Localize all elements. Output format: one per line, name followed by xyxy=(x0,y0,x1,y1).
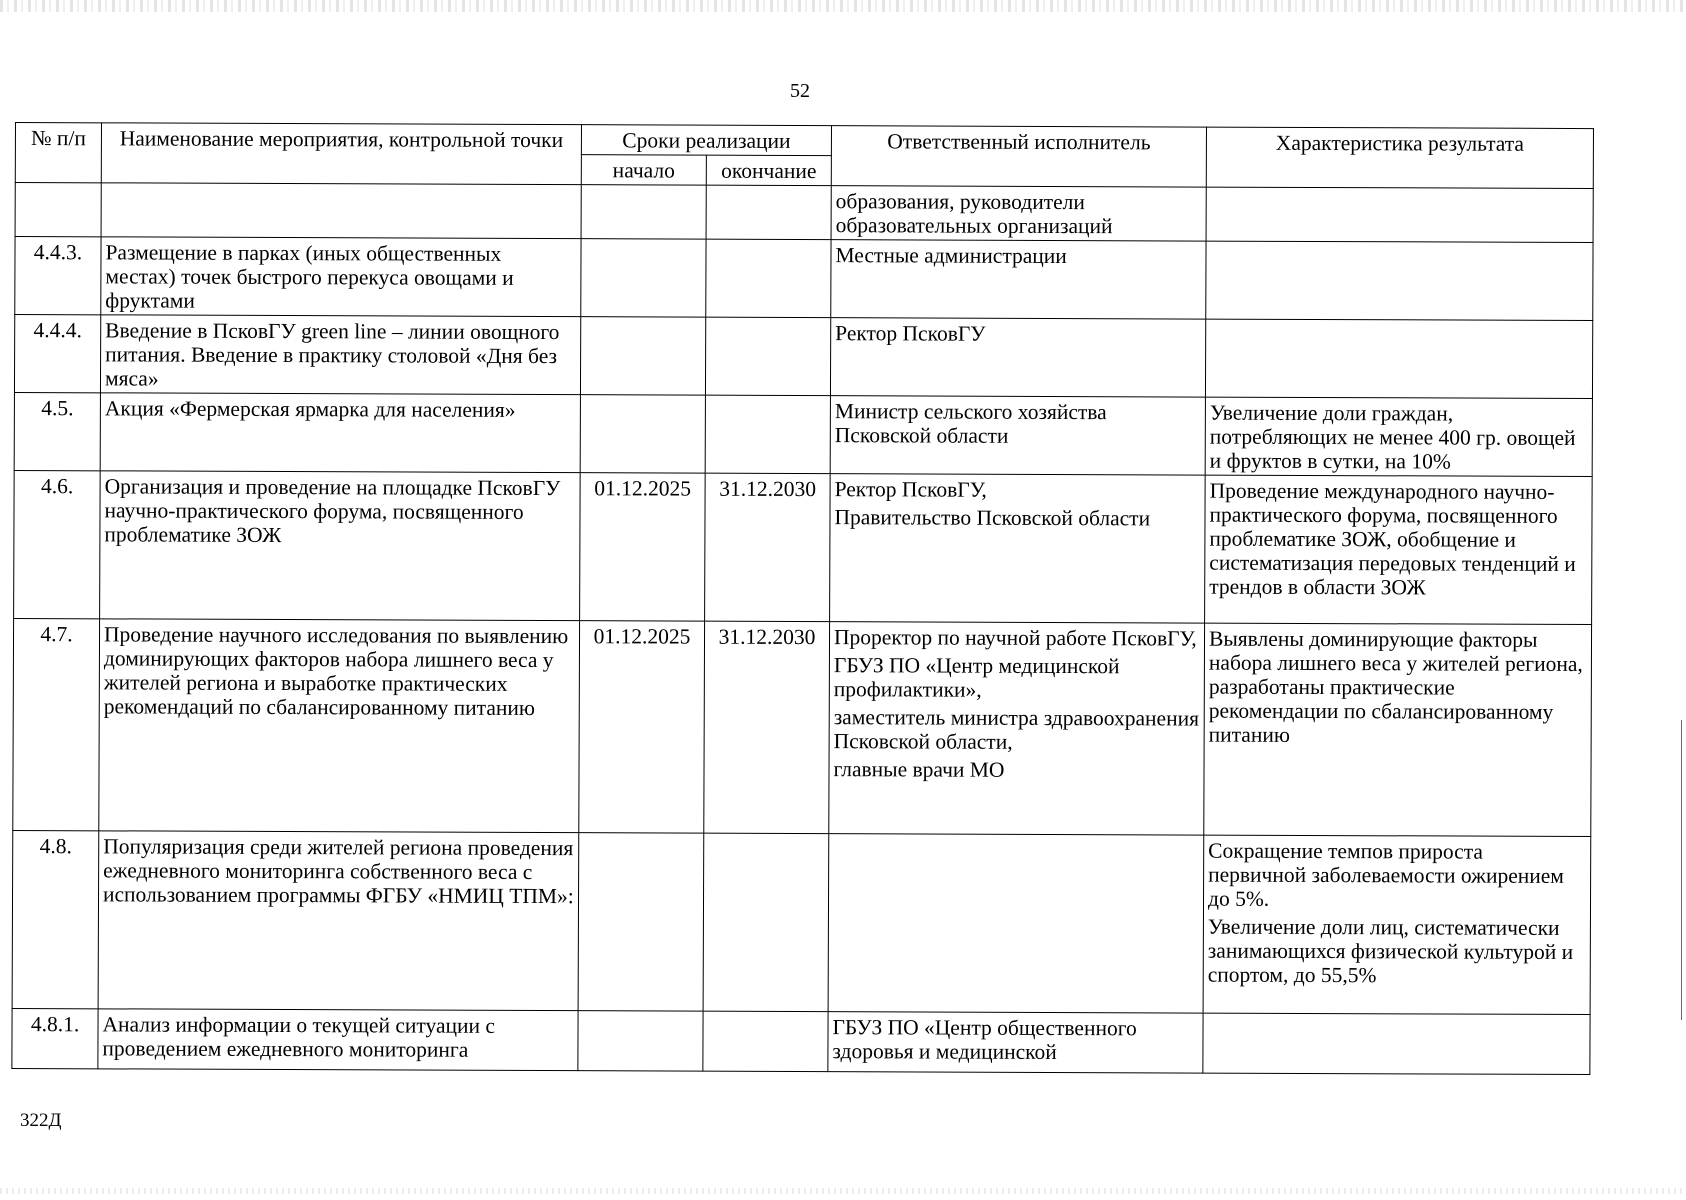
row-end-date xyxy=(706,185,831,239)
header-responsible: Ответственный исполнитель xyxy=(831,126,1206,187)
result-line: Проведение международного научно-практического форума, посвященного проблематике ЗОЖ, обобщение и систематизация передовых тенденций и трендов в области ЗОЖ xyxy=(1209,478,1576,600)
row-number: 4.4.3. xyxy=(15,237,101,315)
header-num: № п/п xyxy=(15,123,101,183)
row-result xyxy=(1203,1013,1590,1074)
row-start-date: 01.12.2025 xyxy=(579,621,705,833)
scan-noise-bottom xyxy=(0,1188,1686,1194)
row-end-date xyxy=(705,395,830,473)
responsible-line: Правительство Псковской области xyxy=(834,505,1151,531)
table-row xyxy=(12,1008,1590,1074)
table-row xyxy=(14,315,1592,399)
row-responsible xyxy=(828,834,1204,1013)
row-end-date xyxy=(706,239,831,317)
header-end: окончание xyxy=(706,155,831,185)
row-name: Организация и проведение на площадке ПсковГУ научно-практического форума, посвященного проблематике ЗОЖ xyxy=(100,471,581,621)
row-result xyxy=(1203,835,1591,1014)
row-end-date: 31.12.2030 xyxy=(704,621,830,833)
result-line: Сокращение темпов прироста первичной заболеваемости ожирением до 5%. xyxy=(1207,838,1564,911)
action-plan-table xyxy=(11,122,1594,1075)
row-name: Введение в ПсковГУ green line – линии овощного питания. Введение в практику столовой «Дня без мяса» xyxy=(100,315,580,395)
row-number: 4.8. xyxy=(12,830,99,1008)
row-responsible xyxy=(831,240,1206,319)
table-row xyxy=(15,237,1593,321)
row-name: Размещение в парках (иных общественных местах) точек быстрого перекуса овощами и фруктами xyxy=(101,237,581,317)
row-result xyxy=(1206,187,1593,242)
table-body xyxy=(12,183,1593,1075)
table-row xyxy=(12,830,1591,1014)
row-start-date xyxy=(580,395,705,473)
row-number: 4.6. xyxy=(14,470,101,618)
row-responsible xyxy=(829,622,1205,835)
row-result xyxy=(1205,319,1592,398)
row-result xyxy=(1206,241,1593,320)
table-header xyxy=(15,123,1593,189)
responsible-line: главные врачи МО xyxy=(833,757,1005,782)
result-line xyxy=(1211,191,1589,192)
row-responsible xyxy=(830,474,1206,623)
row-number: 4.5. xyxy=(14,392,100,470)
row-start-date xyxy=(578,1011,703,1071)
scan-edge-line xyxy=(1681,720,1682,1020)
row-name: Популяризация среди жителей региона проведения ежедневного мониторинга собственного веса с использованием программы ФГБУ «НМИЦ ТПМ»: xyxy=(98,831,579,1011)
row-start-date xyxy=(581,185,706,239)
responsible-line xyxy=(833,837,1199,838)
row-result xyxy=(1204,623,1592,836)
responsible-line: ГБУЗ ПО «Центр медицинской профилактики», xyxy=(833,653,1120,702)
responsible-line: Проректор по научной работе ПсковГУ, xyxy=(833,625,1197,651)
row-number xyxy=(15,183,101,237)
responsible-line: Ректор ПсковГУ xyxy=(835,321,986,346)
table-row xyxy=(14,392,1592,476)
row-start-date: 01.12.2025 xyxy=(580,473,706,621)
row-name: Анализ информации о текущей ситуации с проведением ежедневного мониторинга xyxy=(98,1009,578,1071)
responsible-line: ГБУЗ ПО «Центр общественного здоровья и медицинской xyxy=(832,1015,1137,1065)
table-row xyxy=(13,618,1592,836)
result-line xyxy=(1211,245,1589,246)
responsible-line: Министр сельского хозяйства Псковской области xyxy=(834,399,1107,448)
header-start: начало xyxy=(581,155,706,185)
row-end-date: 31.12.2030 xyxy=(705,473,831,621)
scan-noise-top xyxy=(0,0,1686,12)
row-start-date xyxy=(580,317,705,395)
page-number: 52 xyxy=(790,80,810,102)
result-line xyxy=(1208,1017,1586,1018)
result-line xyxy=(1210,323,1588,324)
responsible-line: заместитель министра здравоохранения Псковской области, xyxy=(833,705,1200,754)
row-responsible xyxy=(831,186,1206,241)
table-row xyxy=(14,470,1593,624)
responsible-line: образования, руководители образовательных организаций xyxy=(835,189,1113,239)
row-start-date xyxy=(581,239,706,317)
row-name: Акция «Фермерская ярмарка для населения» xyxy=(100,393,580,473)
result-line: Увеличение доли лиц, систематически занимающихся физической культурой и спортом, до 55,5% xyxy=(1207,914,1574,988)
row-number: 4.7. xyxy=(13,618,100,830)
row-responsible xyxy=(830,318,1205,397)
header-result: Характеристика результата xyxy=(1206,127,1593,188)
row-number: 4.4.4. xyxy=(14,315,100,393)
row-result xyxy=(1205,475,1593,624)
header-name: Наименование мероприятия, контрольной точки xyxy=(101,123,581,185)
header-deadlines: Сроки реализации xyxy=(581,125,831,156)
document-code: 322Д xyxy=(20,1110,62,1131)
row-start-date xyxy=(578,833,704,1011)
result-line: Увеличение доли граждан, потребляющих не менее 400 гр. овощей и фруктов в сутки, на 10% xyxy=(1209,400,1576,474)
row-responsible xyxy=(828,1012,1203,1073)
table-row xyxy=(15,183,1593,243)
row-responsible xyxy=(830,396,1205,475)
responsible-line: Местные администрации xyxy=(835,243,1067,269)
row-result xyxy=(1205,397,1592,476)
row-end-date xyxy=(705,317,830,395)
row-end-date xyxy=(703,833,829,1011)
row-name xyxy=(101,183,581,239)
row-number: 4.8.1. xyxy=(12,1008,98,1068)
row-name: Проведение научного исследования по выявлению доминирующих факторов набора лишнего веса у жителей региона и выработке практических рекомендаций по сбалансированному питанию xyxy=(99,619,580,833)
result-line: Выявлены доминирующие факторы набора лишнего веса у жителей региона, разработаны практические рекомендации по сбалансированному питанию xyxy=(1208,626,1583,747)
row-end-date xyxy=(703,1011,828,1071)
responsible-line: Ректор ПсковГУ, xyxy=(834,477,987,502)
